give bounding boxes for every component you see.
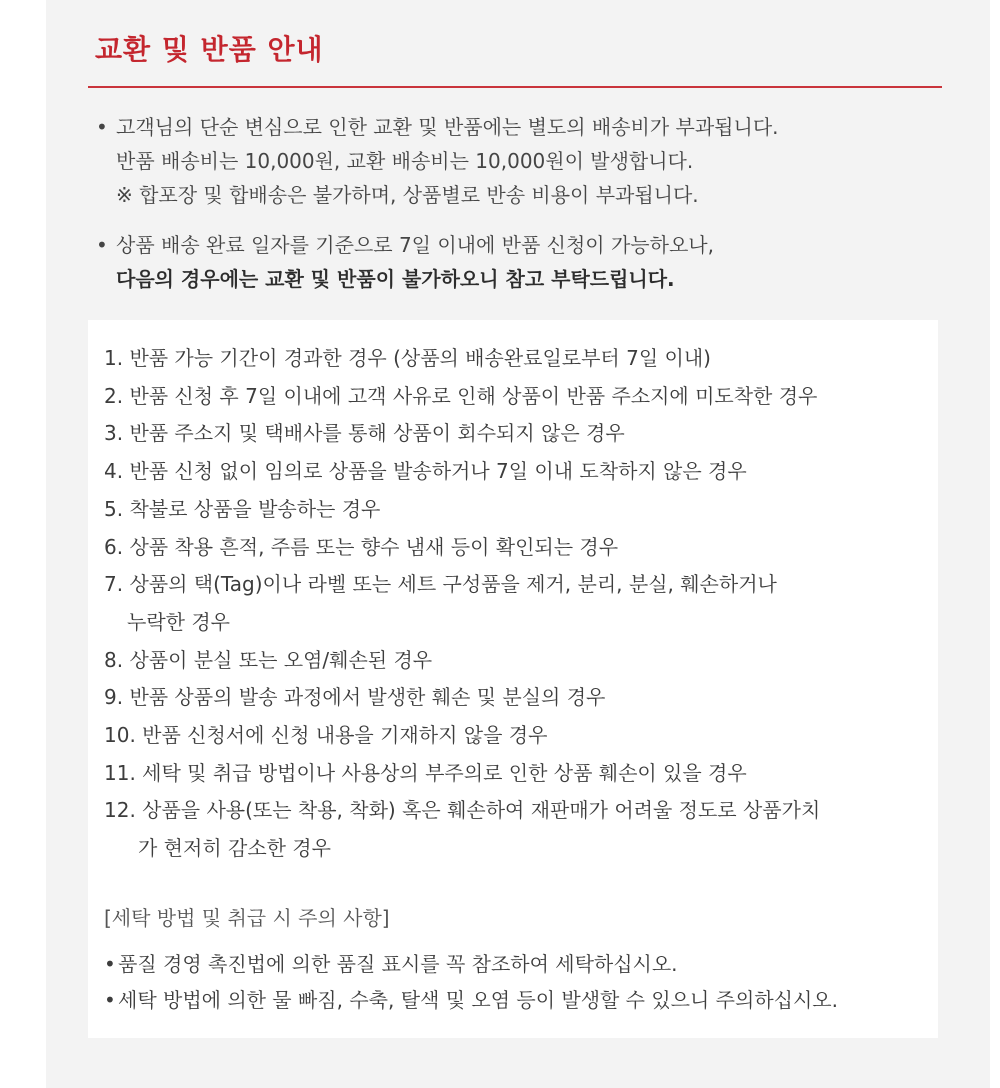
intro-bullet-return-period [96,228,956,296]
care-item-text: 세탁 방법에 의한 물 빠짐, 수축, 탈색 및 오염 등이 발생할 수 있으니 주의하십시오. [118,988,838,1012]
list-item: 4. 반품 신청 없이 임의로 상품을 발송하거나 7일 이내 도착하지 않은 경우 [104,459,747,484]
list-item: 3. 반품 주소지 및 택배사를 통해 상품이 회수되지 않은 경우 [104,421,625,446]
page-title: 교환 및 반품 안내 [95,33,324,66]
list-item: 10. 반품 신청서에 신청 내용을 기재하지 않을 경우 [104,723,548,748]
intro-line: 상품 배송 완료 일자를 기준으로 7일 이내에 반품 신청이 가능하오나, [116,233,714,257]
intro-line: ※ 합포장 및 합배송은 불가하며, 상품별로 반송 비용이 부과됩니다. [116,183,699,207]
bullet-icon: • [104,952,116,976]
list-item: 7. 상품의 택(Tag)이나 라벨 또는 세트 구성품을 제거, 분리, 분실, 훼손하거나 [104,572,777,597]
list-item: 11. 세탁 및 취급 방법이나 사용상의 부주의로 인한 상품 훼손이 있을 경우 [104,760,747,785]
bullet-icon: • [96,233,108,257]
intro-bullet-shipping-fee [96,110,956,212]
list-item-continuation: 누락한 경우 [127,609,230,634]
intro-line-emphasis: 다음의 경우에는 교환 및 반품이 불가하오니 참고 부탁드립니다. [116,267,675,291]
list-item: 5. 착불로 상품을 발송하는 경우 [104,496,381,521]
list-item: 12. 상품을 사용(또는 착용, 착화) 혹은 훼손하여 재판매가 어려울 정도로 상품가치 [104,798,821,823]
bullet-icon: • [96,115,108,139]
care-instructions-title: [세탁 방법 및 취급 시 주의 사항] [104,906,390,930]
intro-line: 반품 배송비는 10,000원, 교환 배송비는 10,000원이 발생합니다. [116,149,694,173]
list-item: 6. 상품 착용 흔적, 주름 또는 향수 냄새 등이 확인되는 경우 [104,534,619,559]
list-item [104,982,838,1018]
list-item: 9. 반품 상품의 발송 과정에서 발생한 훼손 및 분실의 경우 [104,685,606,710]
exception-rules-list [104,340,934,868]
list-item: 8. 상품이 분실 또는 오염/훼손된 경우 [104,647,433,672]
intro-line: 고객님의 단순 변심으로 인한 교환 및 반품에는 별도의 배송비가 부과됩니다. [116,115,779,139]
intro-section [96,110,956,296]
list-item [104,946,838,982]
list-item-continuation: 가 현저히 감소한 경우 [138,836,331,861]
bullet-icon: • [104,988,116,1012]
list-item: 2. 반품 신청 후 7일 이내에 고객 사유로 인해 상품이 반품 주소지에 미도착한 경우 [104,383,818,408]
list-item: 1. 반품 가능 기간이 경과한 경우 (상품의 배송완료일로부터 7일 이내) [104,346,711,370]
title-divider [88,86,942,88]
care-instructions-list [104,946,838,1018]
care-item-text: 품질 경영 촉진법에 의한 품질 표시를 꼭 참조하여 세탁하십시오. [118,952,678,976]
